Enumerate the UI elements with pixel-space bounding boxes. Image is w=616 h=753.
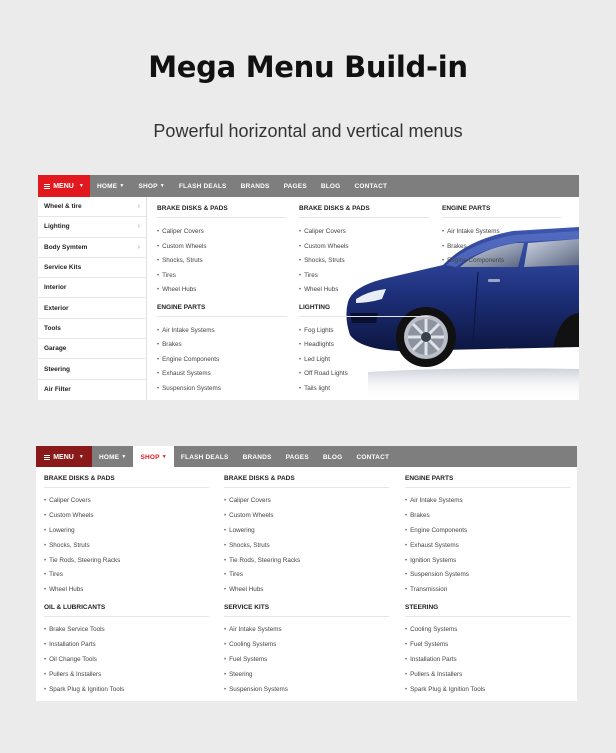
column-heading: BRAKE DISKS & PADS xyxy=(299,205,429,218)
menu-link[interactable]: • Pullers & Installers xyxy=(405,668,570,683)
menu-link[interactable]: • Suspension Systems xyxy=(224,683,389,698)
menu-button[interactable] xyxy=(38,175,90,197)
menu-link[interactable]: • Air Intake Systems xyxy=(157,324,287,339)
menu-link[interactable]: • Custom Wheels xyxy=(44,509,209,524)
mega-column xyxy=(44,475,209,598)
menu-link[interactable]: • Installation Parts xyxy=(44,638,209,653)
menu-link[interactable]: • Shocks, Struts xyxy=(299,254,429,269)
menu-link[interactable]: • Spark Plug & Ignition Tools xyxy=(44,683,209,698)
column-heading: ENGINE PARTS xyxy=(442,205,562,218)
mega-column xyxy=(44,604,209,697)
menu-link[interactable]: • Air Intake Systems xyxy=(224,623,389,638)
menu-link[interactable]: • Air Intake Systems xyxy=(405,494,570,509)
column-heading: LIGHTING xyxy=(299,304,429,317)
caret-down-icon: ▼ xyxy=(159,183,165,189)
menu-link[interactable]: • Oil Change Tools xyxy=(44,653,209,668)
menu-link[interactable]: • Tie Rods, Steering Racks xyxy=(44,554,209,569)
vertical-menu-item[interactable]: Exterior xyxy=(38,298,146,318)
caret-down-icon: ▼ xyxy=(119,183,125,189)
menu-link[interactable]: • Cooling Systems xyxy=(405,623,570,638)
menu-link[interactable]: • Installation Parts xyxy=(405,653,570,668)
column-heading: BRAKE DISKS & PADS xyxy=(224,475,389,488)
nav-brands[interactable]: BRANDS xyxy=(242,453,272,461)
nav-shop[interactable]: SHOP ▼ xyxy=(133,446,173,468)
nav-brands[interactable]: BRANDS xyxy=(240,182,270,190)
menu-button[interactable] xyxy=(36,446,92,468)
column-heading: ENGINE PARTS xyxy=(157,304,287,317)
caret-down-icon: ▼ xyxy=(161,454,167,460)
menu-link[interactable]: • Custom Wheels xyxy=(299,240,429,255)
menu-link[interactable]: • Fog Lights xyxy=(299,324,429,339)
menu-link[interactable]: • Engine Components xyxy=(157,353,287,368)
menu-link[interactable]: • Exhaust Systems xyxy=(405,539,570,554)
menu-link[interactable]: • Exhaust Systems xyxy=(157,367,287,382)
menu-link[interactable]: • Engine Components xyxy=(405,524,570,539)
menu-link[interactable]: • Pullers & Installers xyxy=(44,668,209,683)
menu-link[interactable]: • Wheel Hubs xyxy=(44,583,209,598)
menu-link[interactable]: • Tires xyxy=(44,568,209,583)
top-nav-1 xyxy=(38,175,579,197)
column-heading: OIL & LUBRICANTS xyxy=(44,604,209,617)
nav-shop[interactable]: SHOP ▼ xyxy=(138,182,165,190)
column-heading: BRAKE DISKS & PADS xyxy=(44,475,209,488)
hero-title: Mega Menu Build-in xyxy=(148,50,468,84)
menu-link[interactable]: • Caliper Covers xyxy=(44,494,209,509)
menu-link[interactable]: • Caliper Covers xyxy=(299,225,429,240)
menu-link[interactable]: • Caliper Covers xyxy=(224,494,389,509)
menu-link[interactable]: • Wheel Hubs xyxy=(299,283,429,298)
menu-link[interactable]: • Tails light xyxy=(299,382,429,397)
mega-column-3 xyxy=(442,205,562,269)
vertical-menu-item[interactable]: Interior xyxy=(38,278,146,298)
vertical-menu-item[interactable]: Wheel & tire › xyxy=(38,197,146,217)
mega-column-1 xyxy=(157,205,287,396)
nav-home[interactable]: HOME ▼ xyxy=(99,453,127,461)
mega-column-2 xyxy=(299,205,429,396)
menu-link[interactable]: • Suspension Systems xyxy=(157,382,287,397)
menu-link[interactable]: • Led Light xyxy=(299,353,429,368)
nav-flash-deals[interactable]: FLASH DEALS xyxy=(180,453,229,461)
menu-link[interactable]: • Tires xyxy=(157,269,287,284)
menu-link[interactable]: • Brakes xyxy=(442,240,562,255)
menu-link[interactable]: • Wheel Hubs xyxy=(157,283,287,298)
chevron-right-icon: › xyxy=(137,203,140,211)
menu-link[interactable]: • Tires xyxy=(224,568,389,583)
menu-label: MENU xyxy=(53,182,74,190)
menu-link[interactable]: • Steering xyxy=(224,668,389,683)
menu-link[interactable]: • Fuel Systems xyxy=(405,638,570,653)
column-heading: BRAKE DISKS & PADS xyxy=(157,205,287,218)
caret-down-icon: ▼ xyxy=(121,454,127,460)
column-heading: SERVICE KITS xyxy=(224,604,389,617)
menu-link[interactable]: • Custom Wheels xyxy=(157,240,287,255)
vertical-menu-item[interactable]: Air Filter xyxy=(44,386,71,394)
top-nav-2 xyxy=(36,446,577,468)
menu-link[interactable]: • Shocks, Struts xyxy=(44,539,209,554)
menu-link[interactable]: • Shocks, Struts xyxy=(157,254,287,269)
menu-link[interactable]: • Tie Rods, Steering Racks xyxy=(224,554,389,569)
vertical-menu xyxy=(38,197,147,400)
vertical-menu-item[interactable]: Lighting › xyxy=(38,217,146,237)
vertical-menu-item[interactable]: Steering xyxy=(38,359,146,379)
mega-column xyxy=(224,604,389,697)
caret-down-icon: ▼ xyxy=(78,183,84,189)
nav-flash-deals[interactable]: FLASH DEALS xyxy=(178,182,227,190)
column-heading: ENGINE PARTS xyxy=(405,475,570,488)
menu-link[interactable]: • Ignition Systems xyxy=(405,554,570,569)
vertical-menu-item[interactable]: Service Kits xyxy=(38,258,146,278)
menu-link[interactable]: • Air Intake Systems xyxy=(442,225,562,240)
mega-menu-panel-1 xyxy=(38,197,579,400)
nav-contact[interactable]: CONTACT xyxy=(354,182,388,190)
menu-link[interactable]: • Engine Components xyxy=(442,254,562,269)
nav-blog[interactable]: BLOG xyxy=(322,453,343,461)
mega-column xyxy=(405,604,570,697)
hamburger-icon xyxy=(44,183,50,190)
nav-blog[interactable]: BLOG xyxy=(320,182,341,190)
menu-link[interactable]: • Lowering xyxy=(224,524,389,539)
menu-link[interactable]: • Wheel Hubs xyxy=(224,583,389,598)
menu-link[interactable]: • Caliper Covers xyxy=(157,225,287,240)
menu-link[interactable]: • Shocks, Struts xyxy=(224,539,389,554)
menu-link[interactable]: • Headlights xyxy=(299,338,429,353)
menu-link[interactable]: • Suspension Systems xyxy=(405,568,570,583)
menu-link[interactable]: • Brake Service Tools xyxy=(44,623,209,638)
menu-link[interactable]: • Transmission xyxy=(405,583,570,598)
mega-column xyxy=(224,475,389,598)
nav-pages[interactable]: PAGES xyxy=(285,453,309,461)
vertical-menu-item[interactable]: Body Symtem › xyxy=(38,238,146,258)
menu-link[interactable]: • Spark Plug & Ignition Tools xyxy=(405,683,570,698)
nav-contact[interactable]: CONTACT xyxy=(356,453,390,461)
nav-home[interactable]: HOME ▼ xyxy=(97,182,125,190)
menu-link[interactable]: • Tires xyxy=(299,269,429,284)
mega-column xyxy=(405,475,570,598)
menu-link[interactable]: • Brakes xyxy=(157,338,287,353)
menu-link[interactable]: • Custom Wheels xyxy=(224,509,389,524)
nav-pages[interactable]: PAGES xyxy=(283,182,307,190)
hamburger-icon xyxy=(44,454,50,461)
hero-subtitle: Powerful horizontal and vertical menus xyxy=(153,121,463,141)
menu-link[interactable]: • Cooling Systems xyxy=(224,638,389,653)
caret-down-icon: ▼ xyxy=(78,454,84,460)
mega-menu-panel-2 xyxy=(36,467,577,701)
menu-link[interactable]: • Fuel Systems xyxy=(224,653,389,668)
vertical-menu-item[interactable]: Tools xyxy=(38,319,146,339)
column-heading: STEERING xyxy=(405,604,570,617)
vertical-menu-item[interactable]: Garage xyxy=(38,339,146,359)
menu-link[interactable]: • Off Road Lights xyxy=(299,367,429,382)
menu-label: MENU xyxy=(53,453,74,461)
chevron-right-icon: › xyxy=(137,223,140,231)
chevron-right-icon: › xyxy=(137,243,140,251)
menu-link[interactable]: • Lowering xyxy=(44,524,209,539)
menu-link[interactable]: • Brakes xyxy=(405,509,570,524)
